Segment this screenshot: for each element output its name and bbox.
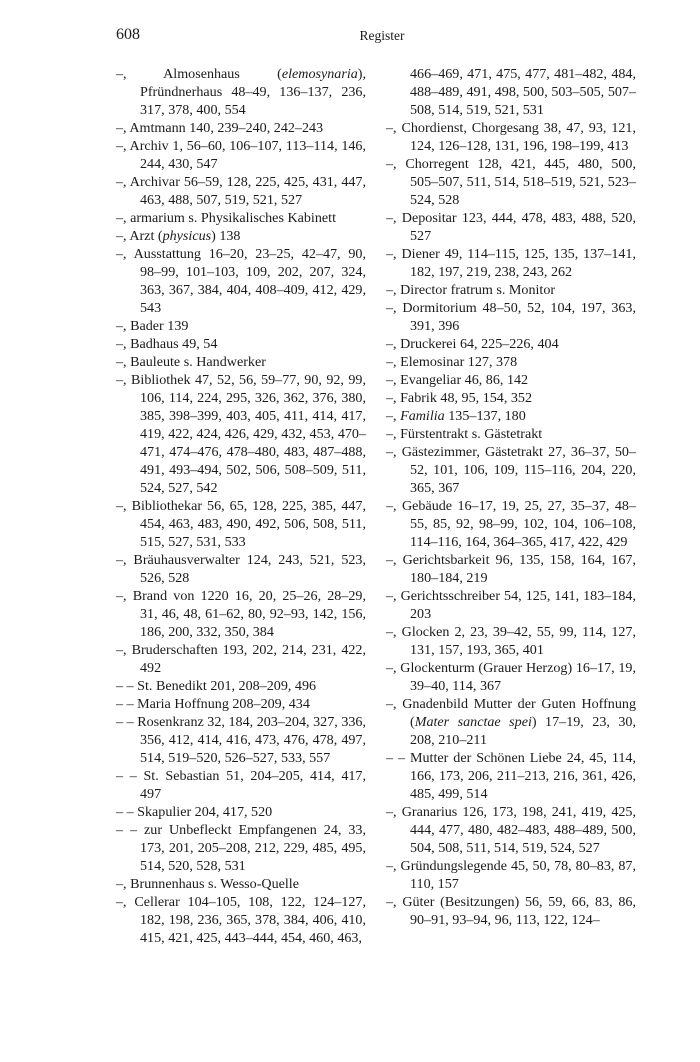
running-head: Register — [359, 28, 405, 43]
page-number: 608 — [116, 26, 140, 43]
index-entry: –, Gebäude 16–17, 19, 25, 27, 35–37, 48–55, 85, 92, 98–99, 102, 104, 106–108, 114–116, 164, 364–365, 417, 422, 429 — [386, 498, 636, 550]
index-entry: –, Güter (Besitzungen) 56, 59, 66, 83, 86, 90–91, 93–94, 96, 113, 122, 124– — [386, 894, 636, 928]
index-entry: –, Druckerei 64, 225–226, 404 — [386, 336, 559, 352]
index-entry-continuation: 466–469, 471, 475, 477, 481–482, 484, 488–489, 491, 498, 500, 503–505, 507–508, 514, 519, 521, 531 — [410, 66, 636, 118]
index-entry: –, Glocken 2, 23, 39–42, 55, 99, 114, 127, 131, 157, 193, 365, 401 — [386, 624, 636, 658]
index-entry: –, Director fratrum s. Monitor — [386, 282, 556, 298]
index-subentry: – – Rosenkranz 32, 184, 203–204, 327, 336, 356, 412, 414, 416, 473, 476, 478, 497, 514, 519–520, 526–527, 533, 557 — [116, 714, 366, 766]
index-entry: –, Almosenhaus (elemosynaria), Pfründnerhaus 48–49, 136–137, 236, 317, 378, 400, 554 — [116, 66, 366, 118]
index-column-left — [116, 65, 366, 947]
index-entry: –, Bibliothek 47, 52, 56, 59–77, 90, 92, 99, 106, 114, 224, 295, 326, 362, 376, 380, 385, 398–399, 403, 405, 411, 414, 417, 419, 422, 424, 426, 429, 432, 453, 470–471, 474–476, 478–480, 483, 487–488, 491, 493–494, 502, 506, 508–509, 511, 524, 527, 542 — [116, 372, 366, 496]
page-header — [116, 26, 648, 50]
index-subentry: – – Mutter der Schönen Liebe 24, 45, 114, 166, 173, 206, 211–213, 216, 361, 426, 485, 499, 514 — [386, 750, 636, 802]
index-entry: –, Ausstattung 16–20, 23–25, 42–47, 90, 98–99, 101–103, 109, 202, 207, 324, 363, 367, 384, 404, 408–409, 412, 429, 543 — [116, 246, 366, 316]
index-entry: –, Fabrik 48, 95, 154, 352 — [386, 390, 533, 406]
index-entry: –, Gerichtsbarkeit 96, 135, 158, 164, 167, 180–184, 219 — [386, 552, 636, 586]
index-entry: –, Depositar 123, 444, 478, 483, 488, 520, 527 — [386, 210, 636, 244]
index-column-right — [386, 65, 636, 929]
index-entry: –, Gerichtsschreiber 54, 125, 141, 183–184, 203 — [386, 588, 636, 622]
index-subentry: – – St. Benedikt 201, 208–209, 496 — [116, 678, 317, 694]
index-entry: –, Archiv 1, 56–60, 106–107, 113–114, 146, 244, 430, 547 — [116, 138, 366, 172]
index-entry: –, Gästezimmer, Gästetrakt 27, 36–37, 50–52, 101, 106, 109, 115–116, 204, 220, 365, 367 — [386, 444, 636, 496]
index-entry: –, Arzt (physicus) 138 — [116, 228, 241, 244]
index-entry: –, Glockenturm (Grauer Herzog) 16–17, 19, 39–40, 114, 367 — [386, 660, 636, 694]
index-subentry: – – St. Sebastian 51, 204–205, 414, 417, 497 — [116, 768, 366, 802]
index-entry: –, Evangeliar 46, 86, 142 — [386, 372, 529, 388]
index-entry: –, Badhaus 49, 54 — [116, 336, 218, 352]
index-entry: –, Chorregent 128, 421, 445, 480, 500, 505–507, 511, 514, 518–519, 521, 523–524, 528 — [386, 156, 636, 208]
index-entry: –, Chordienst, Chorgesang 38, 47, 93, 121, 124, 126–128, 131, 196, 198–199, 413 — [386, 120, 636, 154]
index-entry: –, Cellerar 104–105, 108, 122, 124–127, 182, 198, 236, 365, 378, 384, 406, 410, 415, 421, 425, 443–444, 454, 460, 463, — [116, 894, 366, 946]
index-entry: –, Bräuhausverwalter 124, 243, 521, 523, 526, 528 — [116, 552, 366, 586]
index-entry: –, Diener 49, 114–115, 125, 135, 137–141, 182, 197, 219, 238, 243, 262 — [386, 246, 636, 280]
index-entry: –, Amtmann 140, 239–240, 242–243 — [116, 120, 324, 136]
index-entry: –, Gründungslegende 45, 50, 78, 80–83, 87, 110, 157 — [386, 858, 636, 892]
index-entry: –, Bruderschaften 193, 202, 214, 231, 422, 492 — [116, 642, 366, 676]
index-entry: –, Granarius 126, 173, 198, 241, 419, 425, 444, 477, 480, 482–483, 488–489, 500, 504, 508, 511, 514, 519, 524, 527 — [386, 804, 636, 856]
index-entry: –, Archivar 56–59, 128, 225, 425, 431, 447, 463, 488, 507, 519, 521, 527 — [116, 174, 366, 208]
index-entry: –, Dormitorium 48–50, 52, 104, 197, 363, 391, 396 — [386, 300, 636, 334]
index-entry: –, Elemosinar 127, 378 — [386, 354, 518, 370]
index-subentry: – – Skapulier 204, 417, 520 — [116, 804, 273, 820]
index-entry: –, Familia 135–137, 180 — [386, 408, 526, 424]
index-entry: –, Fürstentrakt s. Gästetrakt — [386, 426, 543, 442]
index-entry: –, Brunnenhaus s. Wesso-Quelle — [116, 876, 299, 892]
index-entry: –, Gnadenbild Mutter der Guten Hoffnung (Mater sanctae spei) 17–19, 23, 30, 208, 210–211 — [386, 696, 636, 748]
index-entry: –, Brand von 1220 16, 20, 25–26, 28–29, 31, 46, 48, 61–62, 80, 92–93, 142, 156, 186, 200, 332, 350, 384 — [116, 588, 366, 640]
index-entry: –, Bauleute s. Handwerker — [116, 354, 266, 370]
index-entry: –, Bibliothekar 56, 65, 128, 225, 385, 447, 454, 463, 483, 490, 492, 506, 508, 511, 515, 527, 531, 533 — [116, 498, 366, 550]
index-subentry: – – Maria Hoffnung 208–209, 434 — [116, 696, 310, 712]
index-entry: –, armarium s. Physikalisches Kabinett — [116, 210, 336, 226]
index-entry: –, Bader 139 — [116, 318, 189, 334]
index-subentry: – – zur Unbefleckt Empfangenen 24, 33, 173, 201, 205–208, 212, 229, 485, 495, 514, 520, 528, 531 — [116, 822, 366, 874]
